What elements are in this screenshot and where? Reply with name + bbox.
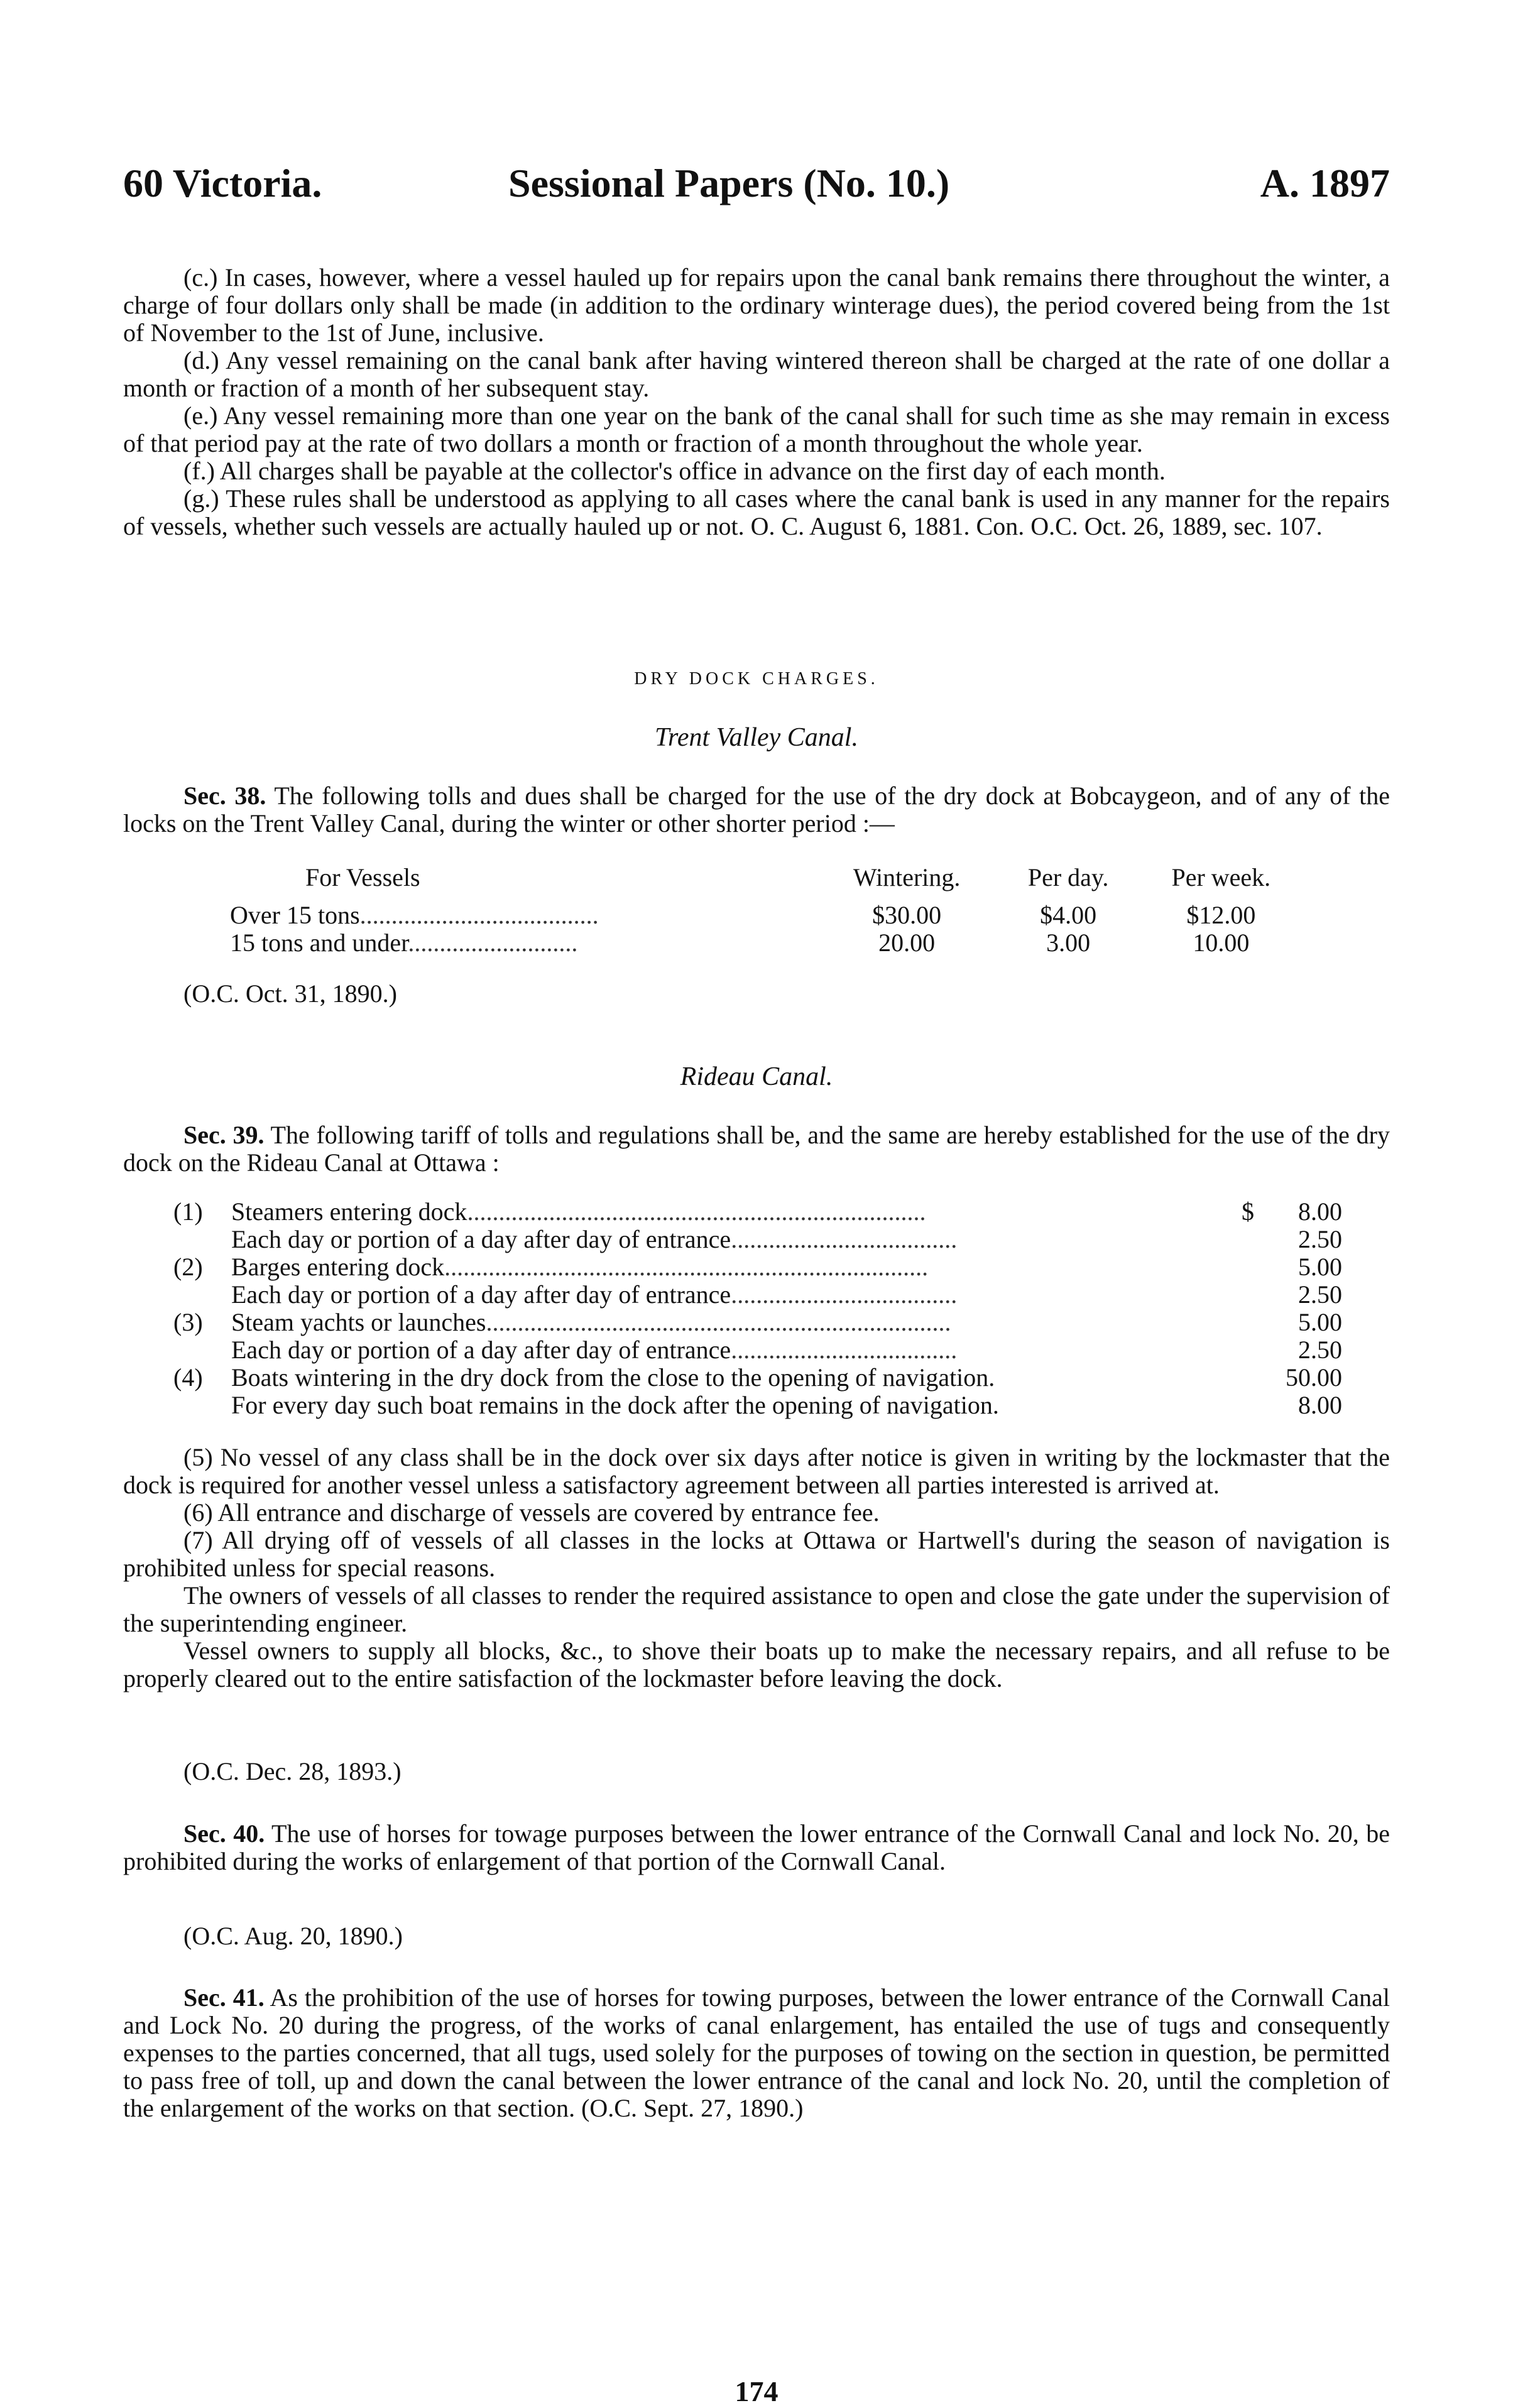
rule-e: (e.) Any vessel remaining more than one year on the bank of the canal shall for such time as she may remain in excess of that period pay at the rate of two dollars a month or fraction of a month throughout the whole year. — [123, 401, 1390, 457]
table-row — [230, 902, 1298, 929]
col-header-per-day: Per day. — [1027, 863, 1109, 891]
rule-6: (6) All entrance and discharge of vessels are covered by entrance fee. — [183, 1498, 880, 1527]
tariff-row: For every day such boat remains in the dock after the opening of navigation. 8.00 — [231, 1391, 1342, 1419]
sec-38 — [123, 782, 1390, 837]
tariff-row: (2) Barges entering dock............................................................................. 5.00 — [173, 1253, 1342, 1281]
sec-39-label: Sec. 39. — [183, 1121, 265, 1149]
col-header-vessels: For Vessels — [305, 863, 420, 891]
col-header-wintering: Wintering. — [853, 863, 961, 891]
rules-block — [123, 264, 1390, 540]
tariff-row: (1) Steamers entering dock......................................................................... $ 8.00 — [173, 1197, 1342, 1226]
cell-per-week: 10.00 — [1193, 929, 1250, 957]
sec-41-body: As the prohibition of the use of horses for towing purposes, between the lower entrance of the Cornwall Canal and Lock No. 20 during the progress, of the works of canal enlargement, has entailed the use of tugs and consequently expenses to the parties concerned, that all tugs, used solely for the purposes of towing on the section in question, be permitted to pass free of toll, up and down the canal between the lower entrance of the canal and lock No. 20, until the completion of the enlargement of the works on that section. (O.C. Sept. 27, 1890.) — [123, 1983, 1390, 2122]
header-left: 60 Victoria. — [123, 161, 322, 205]
rideau-tariff — [173, 1198, 1367, 1419]
rideau-oc: (O.C. Dec. 28, 1893.) — [183, 1757, 401, 1785]
sec-39-text — [123, 1121, 1390, 1177]
rideau-rules — [123, 1444, 1390, 1692]
sec-38-body: The following tolls and dues shall be charged for the use of the dry dock at Bobcaygeon, and of any of the locks on the Trent Valley Canal, during the winter or other shorter period :— — [123, 782, 1390, 837]
sec-39-body: The following tariff of tolls and regulations shall be, and the same are hereby established for the use of the dry dock on the Rideau Canal at Ottawa : — [123, 1121, 1390, 1177]
trent-oc: (O.C. Oct. 31, 1890.) — [183, 979, 397, 1008]
sec-40 — [123, 1820, 1390, 1875]
cell-per-day: 3.00 — [1046, 929, 1091, 957]
rule-c: (c.) In cases, however, where a vessel hauled up for repairs upon the canal bank remains there throughout the winter, a charge of four dollars only shall be made (in addition to the ordinary winterage dues), the period covered being from the 1st of November to the 1st of June, inclusive. — [123, 263, 1390, 347]
sec-38-text — [123, 782, 1390, 837]
section-heading: DRY DOCK CHARGES. — [634, 669, 879, 689]
page-number: 174 — [735, 2375, 778, 2407]
header-right: A. 1897 — [1260, 161, 1390, 205]
tariff-row: Each day or portion of a day after day of entrance.................................... 2.50 — [231, 1280, 1342, 1309]
rule-7: (7) All drying off of vessels of all classes in the locks at Ottawa or Hartwell's during the season of navigation is prohibited unless for special reasons. — [123, 1526, 1390, 1582]
row-label: Over 15 tons...................................... — [230, 901, 599, 929]
sec-38-label: Sec. 38. — [183, 782, 266, 810]
rule-5: (5) No vessel of any class shall be in the dock over six days after notice is given in writing by the lockmaster that the dock is required for another vessel unless a satisfactory agreement between all parties interested is arrived at. — [123, 1443, 1390, 1499]
sec-39 — [123, 1121, 1390, 1177]
cell-per-week: $12.00 — [1186, 901, 1256, 929]
cell-per-day: $4.00 — [1040, 901, 1097, 929]
sec-40-text — [123, 1820, 1390, 1875]
sec-40-label: Sec. 40. — [183, 1819, 265, 1848]
tariff-table — [173, 1198, 1342, 1419]
cell-wintering: 20.00 — [878, 929, 936, 957]
tariff-row: (4) Boats wintering in the dry dock from the close to the opening of navigation. 50.00 — [173, 1363, 1342, 1392]
sec-41-text — [123, 1984, 1390, 2122]
header-center: Sessional Papers (No. 10.) — [508, 161, 950, 205]
rideau-title: Rideau Canal. — [680, 1062, 833, 1091]
col-header-per-week: Per week. — [1171, 863, 1271, 891]
tolls-table — [230, 864, 1298, 957]
table-header-row — [230, 864, 1298, 891]
sec-40-body: The use of horses for towage purposes between the lower entrance of the Cornwall Canal and lock No. 20, be prohibited during the works of enlargement of that portion of the Cornwall Canal. — [123, 1819, 1390, 1875]
cell-wintering: $30.00 — [872, 901, 942, 929]
rule-owners: The owners of vessels of all classes to render the required assistance to open and close the gate under the supervision of the superintending engineer. — [123, 1581, 1390, 1637]
tariff-row: Each day or portion of a day after day of entrance.................................... 2.50 — [231, 1336, 1342, 1364]
rule-f: (f.) All charges shall be payable at the collector's office in advance on the first day of each month. — [183, 457, 1166, 485]
tariff-row: Each day or portion of a day after day of entrance.................................... 2.50 — [231, 1225, 1342, 1253]
rule-blocks: Vessel owners to supply all blocks, &c., to shove their boats up to make the necessary repairs, and all refuse to be properly cleared out to the entire satisfaction of the lockmaster before leaving the dock. — [123, 1637, 1390, 1692]
sec-40-oc: (O.C. Aug. 20, 1890.) — [183, 1922, 403, 1950]
trent-tolls-table — [230, 864, 1298, 957]
tariff-row: (3) Steam yachts or launches.......................................................................... 5.00 — [173, 1308, 1342, 1336]
rule-d: (d.) Any vessel remaining on the canal bank after having wintered thereon shall be charged at the rate of one dollar a month or fraction of a month of her subsequent stay. — [123, 346, 1390, 402]
table-row — [230, 929, 1298, 957]
sec-41 — [123, 1984, 1390, 2122]
trent-title: Trent Valley Canal. — [655, 723, 858, 752]
row-label: 15 tons and under........................... — [230, 929, 578, 957]
sec-41-label: Sec. 41. — [183, 1983, 265, 2012]
rule-g: (g.) These rules shall be understood as applying to all cases where the canal bank is used in any manner for the repairs of vessels, whether such vessels are actually hauled up or not. O. C. August 6, 1881. Con. O.C. Oct. 26, 1889, sec. 107. — [123, 484, 1390, 540]
